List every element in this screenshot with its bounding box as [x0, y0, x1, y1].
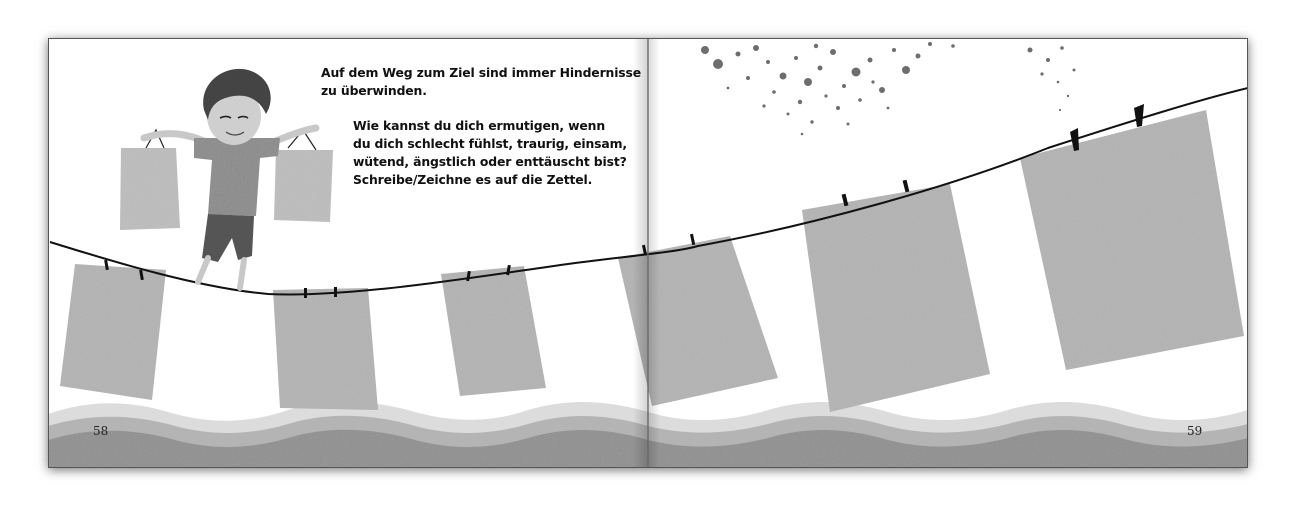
- left-bag: [120, 148, 180, 230]
- note-1: [60, 264, 166, 400]
- page-number-right: 59: [1187, 424, 1203, 438]
- note-2: [273, 288, 378, 410]
- gutter-shadow-right: [648, 38, 660, 468]
- headline: Auf dem Weg zum Ziel sind immer Hindernisse zu überwinden.: [321, 65, 641, 98]
- spread-illustration: [48, 38, 1248, 468]
- page-number-left: 58: [93, 424, 109, 438]
- left-page-text: [321, 64, 641, 189]
- book-spread: [48, 38, 1248, 468]
- question-text: Wie kannst du dich ermutigen, wenn du dich schlecht fühlst, traurig, einsam, wütend, ängstlich oder enttäuscht bist? Schreibe/Zeichne es auf die Zettel.: [353, 118, 627, 187]
